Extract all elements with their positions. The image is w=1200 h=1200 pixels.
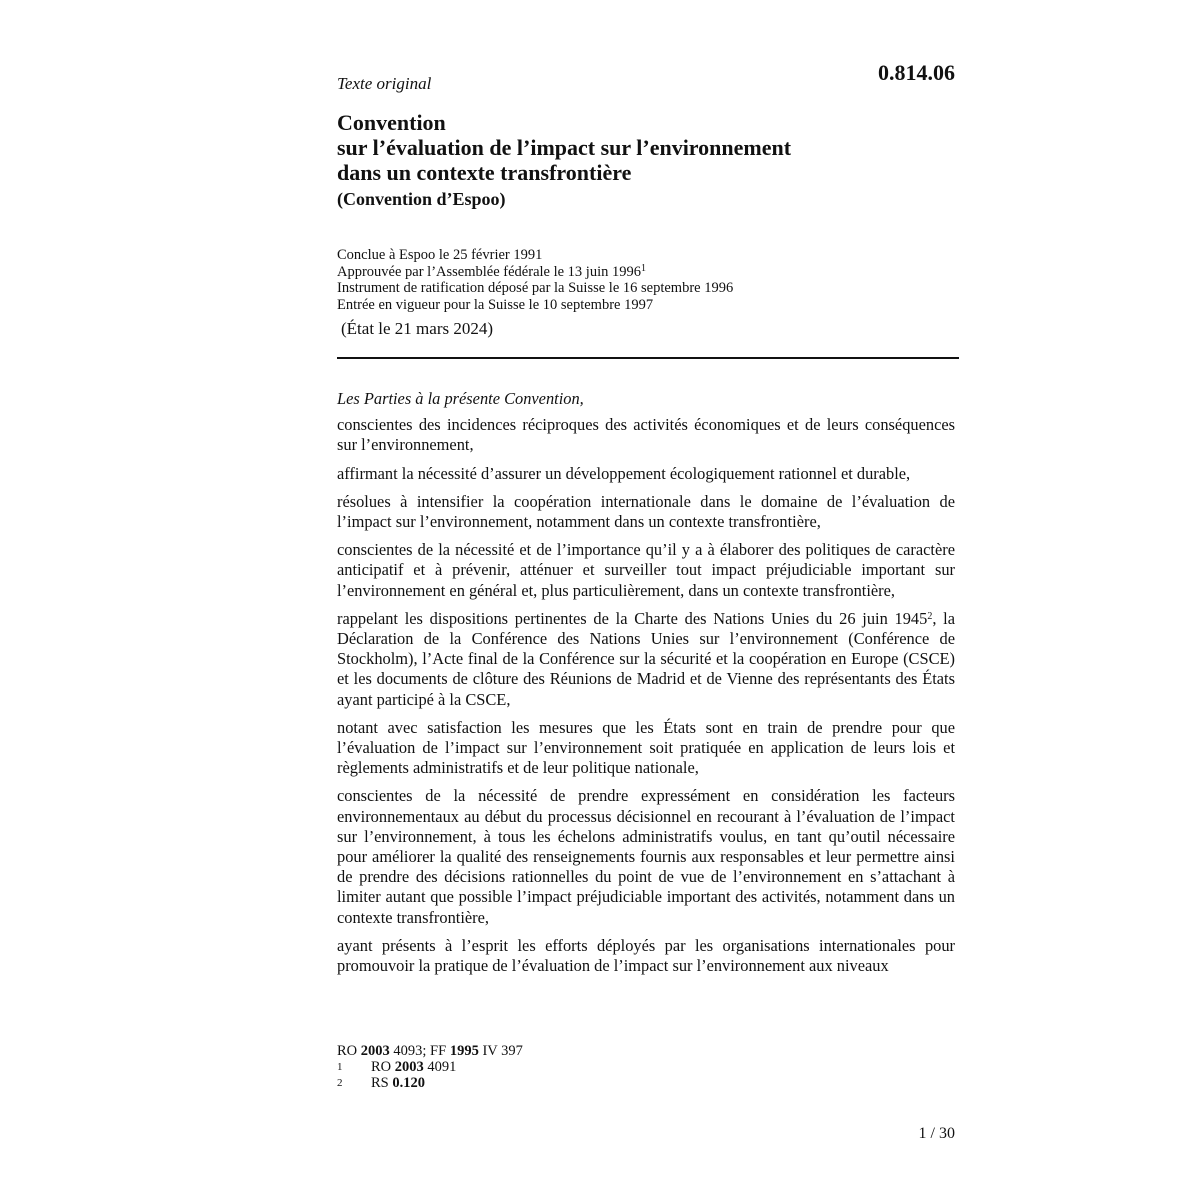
source-ro-page: 4093; FF [389,1043,450,1059]
dates-block [337,247,733,313]
footnote-1 [337,1059,523,1075]
preamble-paragraph-5 [337,609,955,710]
footnote-2-text [371,1075,425,1091]
source-ff-year: 1995 [449,1043,479,1059]
footnote-1-prefix: RO [371,1059,395,1075]
status-date: (État le 21 mars 2024) [341,319,494,338]
ratification-date: Instrument de ratification déposé par la Suisse le 16 septembre 1996 [337,280,734,296]
concluded-date: Conclue à Espoo le 25 février 1991 [337,247,543,263]
preamble-paragraph-2: affirmant la nécessité d’assurer un développement écologiquement rationnel et durable, [337,463,911,483]
footnote-ref-1[interactable]: 1 [641,262,646,274]
footnote-2 [337,1075,523,1091]
footnote-ref-2[interactable]: 2 [927,610,933,622]
footnote-1-page: 4091 [423,1059,457,1075]
source-reference [337,1043,523,1059]
in-force-date: Entrée en vigueur pour la Suisse le 10 septembre 1997 [337,296,654,313]
footnotes [337,1043,523,1091]
preamble-paragraph-3: résolues à intensifier la coopération internationale dans le domaine de l’évaluation de l’impact sur l’environnement, notamment dans un contexte transfrontière, [337,491,955,532]
footnote-2-prefix: RS [371,1075,393,1091]
preamble-paragraph-7: conscientes de la nécessité de prendre expressément en considération les facteurs environnementaux au début du processus décisionnel en recourant à l’évaluation de l’impact sur l’environnement, à tous les échelons administratifs voulus, en tant qu’outil nécessaire pour améliorer la qualité des renseignements fournis aux responsables et leur permettre ainsi de prendre des décisions rationnelles du point de vue de l’environnement en s’attachant à limiter autant que possible l’impact préjudiciable important des activités, notamment dans un contexte transfrontière, [337,786,955,927]
title-line-2: sur l’évaluation de l’impact sur l’environnement [337,135,792,160]
footnote-2-ref: 0.120 [392,1075,425,1091]
preamble-paragraph-1: conscientes des incidences réciproques des activités économiques et de leurs conséquences sur l’environnement, [337,415,955,455]
source-ro-year: 2003 [360,1043,390,1059]
approved-date [337,264,733,281]
document-title [337,110,791,185]
preamble-paragraph-5-a: rappelant les dispositions pertinentes de la Charte des Nations Unies du 26 juin 1945 [337,608,928,628]
preamble-paragraph-6: notant avec satisfaction les mesures que les États sont en train de prendre pour que l’évaluation de l’impact sur l’environnement soit pratiquée en application de leurs lois et règlements administratifs et de leur politique nationale, [337,717,955,778]
approved-text: Approuvée par l’Assemblée fédérale le 13 juin 1996 [337,263,641,280]
title-line-1: Convention [337,110,446,135]
page-number: 1 / 30 [918,1125,955,1142]
preamble [337,389,955,984]
preamble-paragraph-5-b: , la Déclaration de la Conférence des Nations Unies sur l’environnement (Conférence de Stockholm), l’Acte final de la Conférence sur la sécurité et la coopération en Europe (CSCE) et les documents de clôture des Réunions de Madrid et de Vienne des représentants des États ayant participé à la CSCE, [337,608,955,709]
preamble-intro: Les Parties à la présente Convention, [337,389,584,408]
footnote-1-year: 2003 [394,1059,424,1075]
source-ro-label: RO [337,1043,361,1059]
source-ff-page: IV 397 [478,1043,523,1059]
title-line-3: dans un contexte transfrontière [337,160,632,185]
footnote-2-number: 2 [337,1077,343,1089]
header-divider [337,357,959,359]
footnote-1-text [371,1059,456,1075]
preamble-paragraph-4: conscientes de la nécessité et de l’importance qu’il y a à élaborer des politiques de caractère anticipatif et à prévenir, atténuer et surveiller tout impact préjudiciable important sur l’environnement en général et, plus particulièrement, dans un contexte transfrontière, [337,540,955,600]
original-text-label: Texte original [337,74,432,93]
rs-number: 0.814.06 [878,60,955,85]
footnote-1-number: 1 [337,1061,343,1073]
preamble-paragraph-8: ayant présents à l’esprit les efforts déployés par les organisations internationales pour promouvoir la pratique de l’évaluation de l’impact sur l’environnement aux niveaux [337,935,955,976]
document-subtitle: (Convention d’Espoo) [337,189,506,209]
